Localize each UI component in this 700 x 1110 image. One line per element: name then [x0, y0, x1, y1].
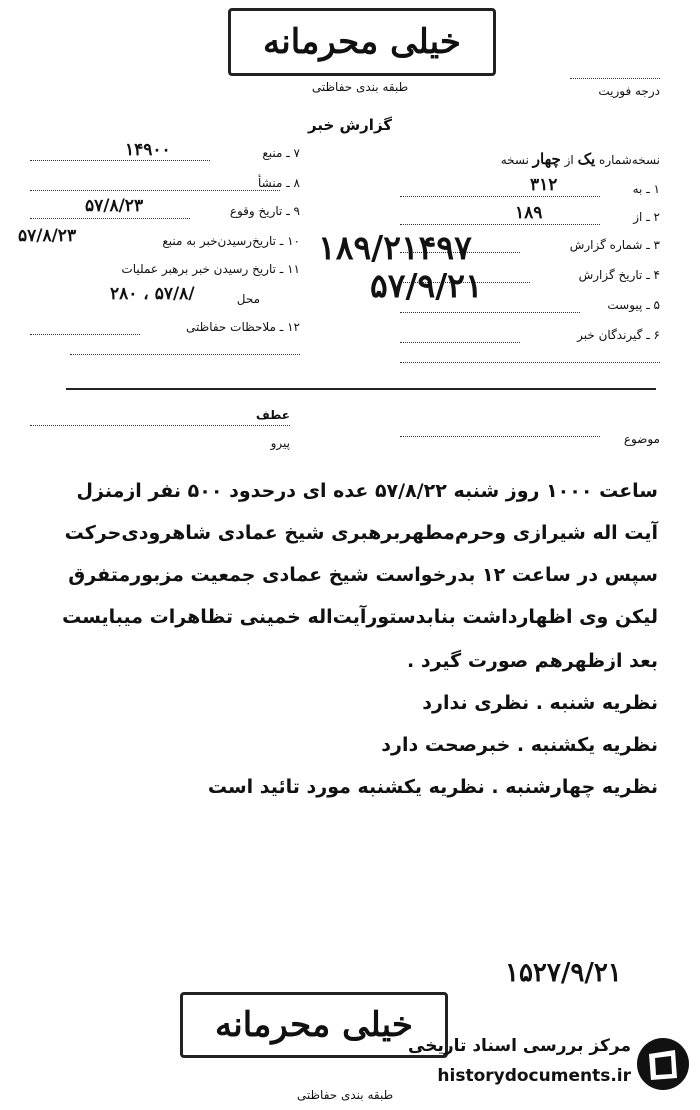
report-no-label: ۳ ـ شماره گزارش	[569, 238, 660, 252]
recipients-label: ۶ ـ گیرندگان خبر	[577, 328, 660, 342]
notes-label: ۱۲ ـ ملاحظات حفاظتی	[186, 320, 300, 334]
follow-label: پیرو	[270, 436, 290, 450]
place-value: ۲۸۰ ، ۵۷/۸/	[110, 284, 195, 304]
place-label: محل	[236, 292, 260, 306]
body-line-2: آیت اله شیرازی وحرم‌مطهر‌برهبری شیخ عمادی شاهرودی‌حرکت	[64, 522, 658, 544]
body-line-5: بعد ازظهرهم صورت گیرد .	[407, 650, 658, 672]
footer-handwritten-number: ۱۵۲۷/۹/۲۱	[505, 958, 622, 988]
attachment-line	[400, 312, 580, 313]
bottom-classification-stamp: خیلی محرمانه	[180, 992, 448, 1058]
body-line-1: ساعت ۱۰۰۰ روز شنبه ۵۷/۸/۲۲ عده ای درحدود ۵۰۰ نفر ازمنزل	[76, 480, 658, 502]
body-line-4: لیکن وی اظهارداشت بنابدستورآیت‌اله خمینی تظاهرات میبایست	[62, 606, 658, 628]
watermark-logo-icon	[637, 1038, 689, 1090]
watermark	[410, 1028, 695, 1104]
source-label: ۷ ـ منبع	[262, 146, 300, 160]
body-line-3: سپس در ساعت ۱۲ بدرخواست شیخ عمادی جمعیت مزبور‌متفرق	[68, 564, 658, 586]
source-line	[30, 160, 210, 161]
to-label: ۱ ـ به	[632, 182, 660, 196]
from-line	[400, 224, 600, 225]
subject-label: موضوع	[623, 432, 660, 446]
priority-field	[570, 78, 660, 79]
report-title: گزارش خبر	[307, 116, 393, 134]
section-divider	[66, 388, 656, 390]
origin-line	[30, 190, 280, 191]
recv-source-label: ۱۰ ـ تاریخ‌رسیدن‌خبر به منبع	[162, 234, 300, 248]
recipients-line	[400, 342, 520, 343]
event-date-line	[30, 218, 190, 219]
top-classification-stamp: خیلی محرمانه	[228, 8, 496, 76]
priority-label	[540, 84, 660, 98]
opinion-wednesday: نظریه چهارشنبه . نظریه یکشنبه مورد تائید است	[207, 776, 658, 798]
attachment-label: ۵ ـ پیوست	[607, 298, 660, 312]
from-value: ۱۸۹	[515, 203, 543, 223]
source-value: ۱۴۹۰۰	[125, 140, 171, 160]
opinion-saturday: نظریه شنبه . نظری ندارد	[422, 692, 658, 714]
top-classification-caption: طبقه بندی حفاظتی	[311, 80, 409, 94]
bottom-classification-caption: طبقه بندی حفاظتی	[296, 1088, 394, 1102]
copies-suffix: نسخه	[500, 153, 529, 167]
to-value: ۳۱۲	[530, 175, 558, 195]
copies-total: چهار	[532, 150, 561, 168]
watermark-line-1: مرکز بررسی اسناد تاریخی	[408, 1036, 631, 1056]
recv-ops-label: ۱۱ ـ تاریخ رسیدن خبر برهبر عملیات	[121, 262, 300, 276]
notes-line	[30, 334, 140, 335]
copies-label-text: نسخه‌شماره	[599, 153, 660, 167]
opinion-sunday: نظریه یکشنبه . خبرصحت دارد	[381, 734, 658, 756]
notes-line-2	[70, 354, 300, 355]
report-date-value: ۵۷/۹/۲۱	[370, 266, 483, 305]
copies-of-text: از	[564, 153, 574, 167]
ref-label: عطف	[255, 408, 290, 422]
copies-number: یک	[577, 150, 596, 168]
report-no-value: ۱۸۹/۲۱۴۹۷	[318, 228, 472, 267]
recipients-line-2	[400, 362, 660, 363]
watermark-line-2: historydocuments.ir	[437, 1066, 631, 1086]
from-label: ۲ ـ از	[633, 210, 660, 224]
ref-line	[30, 425, 290, 426]
priority-text: درجه فوریت	[598, 84, 660, 98]
to-line	[400, 196, 600, 197]
origin-label: ۸ ـ منشأ	[257, 176, 300, 190]
copies-label	[400, 150, 660, 168]
report-date-label: ۴ ـ تاریخ گزارش	[578, 268, 660, 282]
event-date-value: ۵۷/۸/۲۳	[85, 196, 144, 216]
subject-line	[400, 436, 600, 437]
event-date-label: ۹ ـ تاریخ وقوع	[229, 204, 300, 218]
recv-source-value: ۵۷/۸/۲۳	[18, 226, 77, 246]
